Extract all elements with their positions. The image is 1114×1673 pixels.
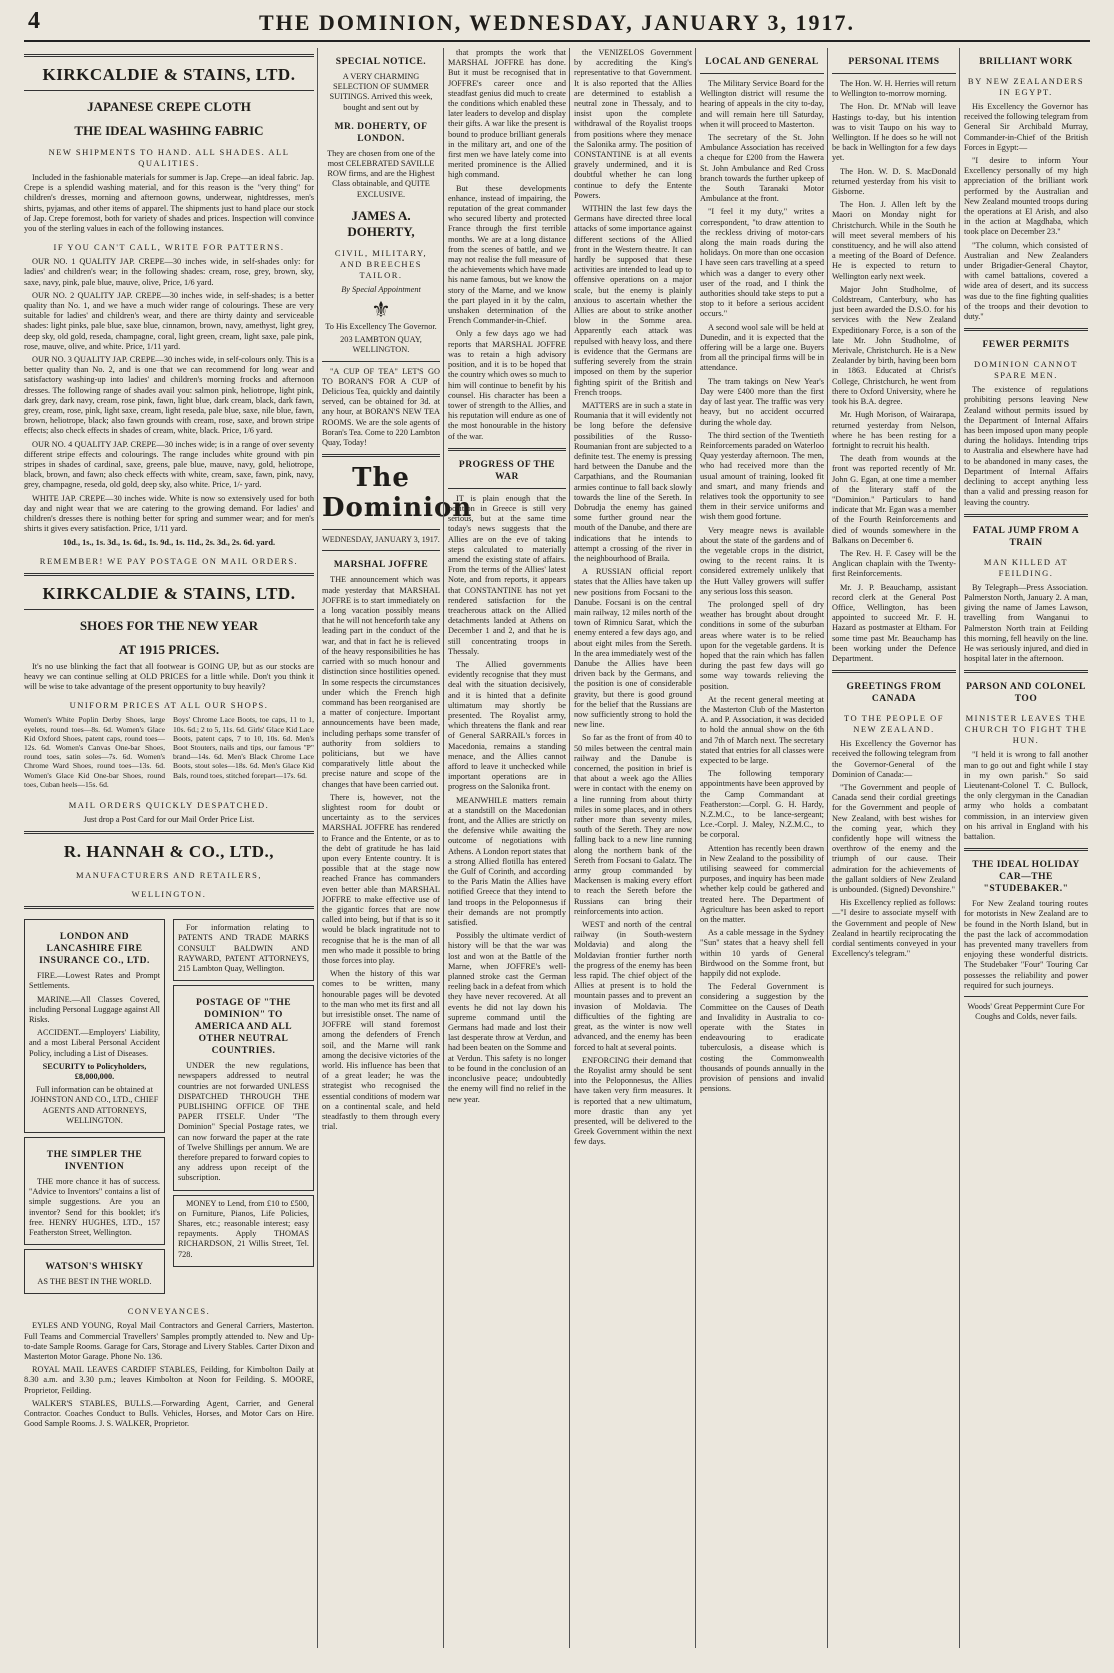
newspaper-nameplate: The Dominion — [322, 463, 473, 524]
news-item: A second wool sale will be held at Dunedin, and it is expected that the offering will be a large one. Buyers from all the principal firms will be in attendance. — [700, 322, 824, 373]
tailor-name: JAMES A. DOHERTY, — [347, 207, 415, 239]
kirkcaldie-title: KIRKCALDIE & STAINS, LTD. — [42, 583, 296, 603]
news-item: Major John Studholme, of Coldstream, Canterbury, who has just been awarded the D.S.O. for his services with the New Zealand Expeditionary Force, is a son of the late Mr. John Studholme, of Merivale, Christchurch. He is a New Zealander by birth, having been born in 1863. Educated at Christ's College, Christchurch, he went from there to Oxford University, where he took his B.A. degree. — [832, 284, 956, 407]
section-heading: SPECIAL NOTICE. — [335, 57, 427, 67]
article-text: THE announcement which was made yesterday that MARSHAL JOFFRE is to start immediately on a long vacation possibly means that he will not henceforth take any leading part in the conduct of the war, and that in fact he is relieved of the heavy responsibilities he has carried with so much honour and distinction since hostilities opened. In some respects the circumstances under which the French high command has been reorganised are a matter of conjecture. Important announcements have been made, including perhaps some transfer of authority from soldiers to politicians, but we have comparatively little about the precise nature and scope of the changes that have been carried out. — [322, 575, 440, 789]
article-text: But these developments enhance, instead of impairing, the reputation of the great commander who secured liberty and protected France through the first terrible months. We are at a long distance from the scenes of battle, and we may not realise the full measure of the achievements which have made his name famous, but we know the story of the Marne, and we know the part played in it by the calm, unshaken determination of the French Commander-in-Chief. — [448, 183, 566, 326]
tailor-subtitle: CIVIL, MILITARY, AND BREECHES TAILOR. — [334, 247, 428, 280]
newspaper-title: THE DOMINION, WEDNESDAY, JANUARY 3, 1917. — [258, 10, 856, 35]
article-heading: FATAL JUMP FROM A TRAIN — [972, 525, 1080, 548]
news-item: Attention has recently been drawn in New Zealand to the possibility of utilising seaweed for commercial purposes, and inquiry has been made whether kelp could be gathered and treated here. The Department of Agriculture has been asked to report on the matter. — [700, 843, 824, 925]
ad-text: OUR NO. 4 QUALITY JAP. CREPE—30 inches wide; is in a range of over seventy different stripe effects and colourings. The range includes white ground with pin stripes in shades of cardinal, saxe, greens, pale blue, mauve, navy, gold, heliotrope, black, brown, and fawn; also check effects with white, cream, saxe, fawn, pink, navy, grey, champagne, reseda, old gold, deep sky, also white. Price, 1/- yard. — [24, 439, 314, 490]
news-item: The Hon. J. Allen left by the Maori on Monday night for Christchurch. While in the South he will meet several members of his constituency, and he will also attend a meeting of the Board of Defence. He is expected to return to Wellington early next week. — [832, 200, 956, 281]
column-3-editorial — [448, 48, 566, 1648]
money-ad: MONEY to Lend, from £10 to £500, on Furniture, Pianos, Life Policies, Shares, etc.; reasonable interest; easy repayments. Apply THOMAS RICHARDSON, 21 Willis Street, Tel. 728. — [173, 1195, 314, 1267]
news-item: The following temporary appointments have been approved by the Camp Commandant at Featherston:—Corpl. G. H. Hardy, N.Z.M.C., to be lance-sergeant; Lce.-Corpl. J. Maley, N.Z.M.C., to be corporal. — [700, 769, 824, 840]
ad-subheading: NEW SHIPMENTS TO HAND. ALL SHADES. ALL QUALITIES. — [48, 147, 290, 168]
ad-text: OUR NO. 1 QUALITY JAP. CREPE—30 inches wide, in self-shades only: for ladies' and children's wear; in the following shades: cream, rose, grey, brown, sky, saxe, navy, pink, pale blue, mauve, olive, Price, 1/6 yard. — [24, 257, 314, 287]
hannah-subtitle: MANUFACTURERS AND RETAILERS, — [76, 870, 262, 881]
news-item: Mr. J. P. Beauchamp, assistant record clerk at the General Post Office, Wellington, has been appointed to succeed Mr. F. H. Hazard as postmaster at Eltham. For some time past Mr. Beauchamp has been working under the Defence Department. — [832, 582, 956, 663]
news-item: The Rev. H. F. Casey will be the Anglican chaplain with the Twenty-first Reinforcements. — [832, 548, 956, 579]
insurance-ad: LONDON AND LANCASHIRE FIRE INSURANCE CO., LTD. FIRE.—Lowest Rates and Prompt Settlements. MARINE.—All Classes Covered, including Personal Luggage against All Risks. ACCIDENT.—Employers' Liability, and a most Liberal Personal Accident Policy, including a List of Diseases. SECURITY to Policyholders, £8,000,000. Full information can be obtained at JOHNSTON AND CO., LTD., CHIEF AGENTS AND ATTORNEYS, WELLINGTON. — [24, 919, 165, 1133]
article-heading: GREETINGS FROM CANADA — [846, 682, 942, 705]
ad-subheading: MAIL ORDERS QUICKLY DESPATCHED. — [68, 799, 270, 810]
inventor-ad: THE SIMPLER THE INVENTION THE more chance it has of success. "Advice to Inventors" contains a list of simple suggestions. Are you an inventor? Send for this booklet; it's free. HENRY HUGHES, LTD., 157 Featherston Street, Wellington. — [24, 1137, 165, 1245]
appointment-text: To His Excellency The Governor. — [325, 322, 437, 332]
article-heading: PARSON AND COLONEL TOO — [966, 682, 1086, 705]
news-item: As a cable message in the Sydney "Sun" states that a heavy shell fell within 10 yards of General Birdwood on the Somme front, but happily did not explode. — [700, 928, 824, 979]
section-heading: LOCAL AND GENERAL — [705, 57, 819, 67]
column-5-local-news — [700, 48, 824, 1648]
small-ads-grid — [24, 915, 314, 1298]
postage-notice: POSTAGE OF "THE DOMINION" TO AMERICA AND ALL OTHER NEUTRAL COUNTRIES. UNDER the new regulations, newspapers addressed to neutral countries are not forwarded UNLESS DISPATCHED THROUGH THE PUBLISHING OFFICE OF THE PAPER ITSELF. Under "The Dominion" Special Postage rates, we can now forward the paper at the rate of Twelve Shillings per annum. We are therefore prepared to forward copies to any address upon receipt of the subscription. — [173, 985, 314, 1190]
article-text: So far as the front of from 40 to 50 miles between the central main railway and the Danube is concerned, the position in brief is that about a week ago the Allies were in contact with the enemy on a line running from about thirty miles in some places, and in others rather more than seventy miles, south of the Sereth. They are now falling back to a new line running along the northern bank of the Sereth from Focsani to Galatz. The army group commanded by Mackensen is making every effort to reach the Sereth before the Russians can bring their reinforcements into action. — [574, 733, 692, 916]
article-heading: FEWER PERMITS — [982, 340, 1070, 351]
kirkcaldie-title: KIRKCALDIE & STAINS, LTD. — [42, 65, 296, 84]
ad-text: OUR NO. 3 QUALITY JAP. CREPE—30 inches wide, in self-colours only. This is a better quality than No. 2, and is one that we can recommend for long wear and satisfactory washing-up into ladies' and children's morning frocks and afternoon dresses. The following range of shades avail you: salmon pink, heliotrope, light pink, dark grey, dark navy, cream, rose pink, fawn, light blue, dark cream, black, dark fawn, grey, cream, rose, pink, light saxe, cream, light reseda, pale blue, saxe, nile blue, fawn, brown, heliotrope, black; also fawn grounds with cream, rose, saxe, and brown stripe effects; also check effects in shades of cream, white, black. Price, 1/6 yard. — [24, 355, 314, 436]
news-item: The Military Service Board for the Wellington district will resume the hearing of appeals in the city to-day, and will remain here till Saturday, when it will proceed to Masterton. — [700, 79, 824, 129]
article-text: Possibly the ultimate verdict of history will be that the war was lost and won at the Battle of the Marne, when JOFFRE's well-planned stroke cast the German reeling back in a defeat from which they have never recovered. At all events he did not lay down his supreme command until the Germans had made and lost their last desperate throw at Verdun, and had been beaten on the Somme and at Verdun. This safety is no longer to be found in the conclusion of an inconclusive peace; undoubtedly the enemy will find no relief in the new year. — [448, 931, 566, 1104]
ad-text: WHITE JAP. CREPE—30 inches wide. White is now so extensively used for both day and night wear that we are catering to the growing demand. For ladies' and children's dresses there is nothing better for spring and summer wear; and for men's shirts it gives every satisfaction. Price, 1/11 yard. — [24, 493, 314, 534]
conveyances-heading: CONVEYANCES. — [127, 1306, 211, 1317]
article-text: His Excellency the Governor has received the following telegram from the Governor-General of the Dominion of Canada:— — [832, 739, 956, 779]
ad-subheading: UNIFORM PRICES AT ALL OUR SHOPS. — [69, 700, 269, 711]
patents-ad: For information relating to PATENTS AND TRADE MARKS CONSULT BALDWIN AND RAYWARD, PATENT ATTORNEYS, 215 Lambton Quay, Wellington. — [173, 919, 314, 981]
article-text: A RUSSIAN official report states that the Allies have taken up new positions from Focsani to the Danube. Focsani is on the central main railway, 12 miles north of the town of Rimnicu Sarat, which the enemy entered a few days ago, and about eight miles from the Sereth. In the area immediately west of the Danube the Allies have been driven back by the Germans, and the position is one of considerable gravity, but there is good ground for the belief that the Russians are now sufficiently strong to hold the new line. — [574, 567, 692, 730]
ad-headline: THE IDEAL WASHING FABRIC — [74, 123, 264, 138]
news-item: The prolonged spell of dry weather has brought about drought conditions in some of the suburban areas where water is to be relied upon for the vegetable gardens. It is hoped that the rain which has fallen during the past few days will go some way towards relieving the position. — [700, 599, 824, 691]
conveyance-ad: WALKER'S STABLES, BULLS.—Forwarding Agent, Carrier, and General Contractor. Coaches Conduct to Bulls. Vehicles, Horses, and Motor Cars on Hire. Good Sample Rooms. J. S. WALKER, Proprietor. — [24, 1398, 314, 1429]
news-item: "I feel it my duty," writes a correspondent, "to draw attention to the reckless driving of motor-cars along the main roads during the holidays. On more than one occasion I have seen cars travelling at a speed which was a danger to every other user of the road, and I think the authorities should take steps to put a stop to it before a serious accident occurs." — [700, 207, 824, 319]
article-subheading: TO THE PEOPLE OF NEW ZEALAND. — [844, 713, 944, 735]
tea-room-ad: "A CUP OF TEA" LET'S GO TO BORAN'S FOR A CUP of Delicious Tea, quickly and daintily served, can be obtained for 3d. at any hour, at BORAN'S NEW TEA ROOMS. We are the sole agents of Boran's Tea. Come to 220 Lambton Quay, Today! — [322, 366, 440, 448]
column-1-advertisements — [24, 48, 314, 1648]
ad-headline: SHOES FOR THE NEW YEAR — [79, 617, 259, 633]
ad-prices: 10d., 1s., 1s. 3d., 1s. 6d., 1s. 9d., 1s. 11d., 2s. 3d., 2s. 6d. yard. — [62, 537, 276, 547]
remedy-ad: Woods' Great Peppermint Cure For Coughs and Colds, never fails. — [967, 1001, 1085, 1022]
article-text: WITHIN the last few days the Germans have directed three local attacks of some importance against different sections of the Allied front in the Western theatre. It can hardly be supposed that these activities are intended to lead up to offensive operations on a major scale, but the enemy is plainly anxious to ascertain whether the Allies are about to strike another blow in the Somme area. Apparently each attack was repulsed with heavy loss, and there is evidence that the Germans are suffering severely from the strain imposed on them by the superior fighting spirit of the British and French troops. — [574, 204, 692, 397]
masthead — [0, 0, 1114, 44]
article-heading: PROGRESS OF THE WAR — [458, 459, 556, 482]
article-text: The Allied governments evidently recognise that they must deal with the situation decisively, and it is hinted that a definite ultimatum may shortly be presented. The Royalist army, which threatens the flank and rear of General SARRAIL's forces in Macedonia, remains a standing menace, and the Allies cannot afford to leave it unchecked while important operations are in progress on the Salonika front. — [448, 659, 566, 792]
article-text: "I desire to inform Your Excellency personally of my high appreciation of the brilliant work performed by the Australian and New Zealand mounted troops during the operations at El Arish, and also in the action at Magdhaba, which took place on December 23." — [964, 156, 1088, 237]
notice-heading: MR. DOHERTY, OF LONDON. — [334, 121, 428, 144]
article-text: MATTERS are in such a state in Roumania that it will evidently not be long before the defensive possibilities of the Russo-Roumanian front are subjected to a definite test. The enemy is pressing hard between the Danube and the Carpathians, and the Roumanian armies continue to fall back slowly towards the line of the Sereth. In Dobrudja the enemy has gained some further ground near the mouth of the Danube, and there are indications that he intends to attempt a crossing of the river in the neighbourhood of Braila. — [574, 400, 692, 563]
section-heading: PERSONAL ITEMS — [848, 57, 940, 67]
article-text: His Excellency the Governor has received the following telegram from General Sir Archibald Murray, Commander-in-Chief of the British Forces in Egypt:— — [964, 102, 1088, 152]
article-heading: THE IDEAL HOLIDAY CAR—THE "STUDEBAKER." — [972, 860, 1080, 895]
news-item: The Hon. W. H. Herries will return to Wellington to-morrow morning. — [832, 79, 956, 99]
news-item: Mr. Hugh Morison, of Wairarapa, returned yesterday from Nelson, where he has been resting for a fortnight to recruit his health. — [832, 410, 956, 450]
article-text: IT is plain enough that the position in Greece is still very serious, but at the same time today's news suggests that the Allies are on the eve of taking steps calculated to materially amend the existing state of affairs. From the terms of the Allies' latest Note, and from reports, it appears that CONSTANTINE has not yet rendered satisfaction for the treacherous attack on the Allied detachments landed at Athens on December 1 and 2, and that he is still concentrating troops in Thessaly. — [448, 493, 566, 656]
masthead-rule — [24, 40, 1090, 42]
article-subheading: MAN KILLED AT FEILDING. — [983, 556, 1069, 578]
news-item: The death from wounds at the front was reported recently of Mr. John G. Egan, at one time a member of the literary staff of the "Dominion." Particulars to hand indicate that Mr. Egan was a member of the Fourth Reinforcements and died of wounds somewhere in the Balkans on December 6. — [832, 454, 956, 545]
hannah-title: R. HANNAH & CO., LTD., — [63, 842, 275, 862]
column-4-war-progress — [574, 48, 692, 1648]
article-text: "The Government and people of Canada send their cordial greetings for the Government and people of New Zealand, with best wishes for the coming year, which they confidently hope will witness the overthrow of the enemy and the triumph of our cause. Their admiration for the achievements of the gallant soldiers of New Zealand is unbounded. (Signed) Devonshire." — [832, 782, 956, 895]
news-item: At the recent general meeting at the Masterton Club of the Masterton A. and P. Association, it was decided to hold the annual show on the 6th and 7th of March next. The secretary stated that entries for all classes were expected to be large. — [700, 694, 824, 765]
notice-text: A VERY CHARMING SELECTION OF SUMMER SUITINGS. Arrived this week, bought and sent out by — [329, 72, 433, 112]
notice-text: They are chosen from one of the most CELEBRATED SAVILLE ROW firms, and are the Highest Class obtainable, and QUITE EXCLUSIVE. — [327, 148, 435, 199]
page-number: 4 — [28, 8, 40, 34]
price-list-left: Women's White Poplin Derby Shoes, large eyelets, round toes—8s. 6d. Women's Glace Kid Oxford Shoes, patent caps, round toes—12s. 6d. Women's Canvas One-bar Shoes, round toes, satin soles—7s. 6d. Women's Chrome Ward Shoes, round toes—13s. 6d. Women's Glace Kid One-bar Shoes, round toes, Cuban heels—15s. 6d. — [24, 715, 165, 789]
ad-text: Just drop a Post Card for our Mail Order Price List. — [83, 814, 255, 824]
ad-headline: JAPANESE CREPE CLOTH — [87, 99, 251, 114]
whisky-ad: WATSON'S WHISKY AS THE BEST IN THE WORLD. — [24, 1249, 165, 1294]
hannah-town: WELLINGTON. — [131, 889, 207, 900]
article-text: "The column, which consisted of Australian and New Zealanders under Brigadier-General Chaytor, with camel battalions, covered a wide area of desert, and its success was due to the fine fighting qualities of the troops and their devotion to duty." — [964, 240, 1088, 322]
article-text: the VENIZELOS Government by accrediting the King's representative to that Government. It is also reported that the Allies are determined to establish a neutral zone in Thessaly, and to insist upon the complete withdrawal of the Royalist troops from positions where they menace the Salonika army. The position of CONSTANTINE is at all events gravely undermined, and it is doubtful whether he can long continue to defy the Entente Powers. — [574, 48, 692, 200]
conveyance-ad: ROYAL MAIL LEAVES CARDIFF STABLES, Feilding, for Kimbolton Daily at 8.30 a.m. and 3.30 p.m.; leaves Kimbolton at Noon for Feilding. S. MOORE, Proprietor, Feilding. — [24, 1365, 314, 1395]
article-heading: MARSHAL JOFFRE — [333, 560, 429, 571]
article-text: that prompts the work that MARSHAL JOFFRE has done. But it must be recognised that in JOFFRE's career once and steadfast genius did much to create the conditions which enabled these later leaders to develop and display their gifts. A war like the present is bound to produce brilliant generals in the military art, and one of the first men we have lately come into merited prominence is the Allied high command. — [448, 48, 566, 180]
article-subheading: BY NEW ZEALANDERS IN EGYPT. — [967, 76, 1085, 97]
column-2-editorial — [322, 48, 473, 1648]
article-text: For New Zealand touring routes for motorists in New Zealand are to be found in the North Island, but in the past the lack of accommodation has prevented many travellers from enjoying these wonderful districts. The Studebaker "Four" Touring Car possesses the reliability and power required for such journeys. — [964, 899, 1088, 990]
article-text: His Excellency replied as follows:—"I desire to associate myself with the Government and people of New Zealand in heartily reciprocating the cordial sentiments conveyed in your Excellency's telegram." — [832, 898, 956, 959]
article-text: When the history of this war comes to be written, many honourable pages will be devoted to the man who met its first and all but irresistible onset. The name of JOFFRE will stand foremost among the defenders of French soil, and the Marne will rank among the decisive victories of the world. His influence has been that of a great leader; he was the strategist who recognised the essential conditions of modern war on a continental scale, and held steadfastly to them through every trial. — [322, 969, 440, 1132]
article-heading: BRILLIANT WORK — [979, 57, 1073, 67]
news-item: The secretary of the St. John Ambulance Association has received a cheque for £200 from the Hawera St. John Ambulance and Red Cross branch towards the further upkeep of the South Taranaki Motor Ambulance at the front. — [700, 133, 824, 204]
article-text: Only a few days ago we had reports that MARSHAL JOFFRE was to retain a high advisory position, and it is to be hoped that the country which owes so much to him will continue to benefit by his counsel. His character has been a tower of strength to the Allies, and his reputation will endure as one of the most honourable in the history of the war. — [448, 329, 566, 441]
price-list-right: Boys' Chrome Lace Boots, toe caps, 11 to 1, 10s. 6d.; 2 to 5, 11s. 6d. Girls' Glace Kid Lace Boots, patent caps, 7 to 10, 10s. 6d. Men's Boot Stouters, nails and tips, our famous "P" brand—14s. 6d. Men's Black Chrome Lace Boots, stout soles—18s. 6d. Men's Glace Kid Bals, round toes, stitched forepart—17s. 6d. — [173, 715, 314, 780]
news-item: The third section of the Twentieth Reinforcements paraded on Waterloo Quay yesterday afternoon. The men, who had received more than the usual amount of training, looked fit and smart, and many friends and relatives took the opportunity to see them in their service uniforms and wish them good fortune. — [700, 430, 824, 522]
column-7-news — [964, 48, 1088, 1648]
ad-subheading: REMEMBER! WE PAY POSTAGE ON MAIL ORDERS. — [39, 555, 299, 566]
ad-text: It's no use blinking the fact that all footwear is GOING UP, but as our stocks are heavy we can continue selling at OLD PRICES for a little while. Don't you think it will be wise to take advantage of the present opportunity to buy heavily? — [24, 661, 314, 692]
crest-icon: ⚜ — [371, 297, 391, 323]
appointment-text: By Special Appointment — [341, 284, 421, 294]
dateline: WEDNESDAY, JANUARY 3, 1917. — [322, 535, 440, 545]
ad-headline: AT 1915 PRICES. — [118, 641, 220, 657]
article-subheading: DOMINION CANNOT SPARE MEN. — [974, 359, 1078, 381]
ad-subheading: IF YOU CAN'T CALL, WRITE FOR PATTERNS. — [53, 242, 285, 253]
article-text: ENFORCING their demand that the Royalist army should be sent into the Peloponnesus, the Allies have taken very firm measures. It is reported that a new ultimatum, more drastic than any yet presented, will be delivered to the Greek Government within the next few days. — [574, 1055, 692, 1147]
news-item: The Federal Government is considering a suggestion by the Committee on the Causes of Death and Invalidity in Australia to co-operate with the States in endeavouring to eradicate tuberculosis, a disease which is costing the Commonwealth thousands of pounds annually in the provision of pensions and invalid pensions. — [700, 982, 824, 1094]
ad-text: OUR NO. 2 QUALITY JAP. CREPE—30 inches wide, in self-shades; is a better quality than No. 1, and we have a much wider range of colourings. These are very suitable for ladies' and children's wear, and there are thirty dainty and serviceable shades: light pinks, pale blue, saxe blue, cinnamon, brown, navy, amethyst, light grey, deep sky, old gold, reseda, champagne, coral, light green, cream, light saxe, pale pink, rose, mauve, olive, and white. Price, 1/11 yard. — [24, 290, 314, 351]
shoe-price-list — [24, 715, 314, 792]
article-text: The existence of regulations prohibiting persons leaving New Zealand without permits issued by the Department of Internal Affairs has been imposed upon many people during the holidays. Intending trips to Australia and elsewhere have had to be abandoned in many cases, the Department of Internal Affairs declining to accept anything less than a valid and pressing reason for leaving the country. — [964, 385, 1088, 507]
news-item: The Hon. W. D. S. MacDonald returned yesterday from his visit to Gisborne. — [832, 166, 956, 197]
tailor-address: 203 LAMBTON QUAY, WELLINGTON. — [340, 335, 422, 355]
column-6-personal-items — [832, 48, 956, 1648]
ad-text: Included in the fashionable materials for summer is Jap. Crepe—an ideal fabric. Jap. Crepe is a splendid washing material, and for this reason is the "very thing" for children's dresses, morning and afternoon gowns, underwear, nightdresses, men's shirts, pyjamas, and other items of apparel. The shipments just to hand place our stock of Jap. Crepe foremost, both for variety of shades and prices. Inspection will convince you of the sterling values in each of the following instances. — [24, 173, 314, 234]
news-item: Very meagre news is available about the state of the gardens and of the vegetable crops in the district, owing to the recent rains. It is considered extremely unlikely that the Hutt Valley growers will suffer any serious loss this season. — [700, 525, 824, 596]
article-text: WEST and north of the central railway (in South-western Moldavia) and along the Moldavian frontier further north the progress of the enemy has been less rapid. The chief object of the Allies at present is to hold the mountain passes and to prevent an invasion of Moldavia. The difficulties of the fighting are great, as the winter is now well advanced, and the enemy has been forced to halt at several points. — [574, 920, 692, 1052]
news-item: The tram takings on New Year's Day were £400 more than the first day of last year. The traffic was very heavy, but no accident occurred during the whole day. — [700, 376, 824, 427]
conveyance-ad: EYLES AND YOUNG, Royal Mail Contractors and General Carriers, Masterton. Full Teams and Commercial Travellers' Samples promptly attended to. New and Up-to-date Sample Rooms. Garage for Cars, Storage and Livery Stables. Carter Dixon and Masterton Motor Garage. Phone No. 136. — [24, 1321, 314, 1362]
article-text: MEANWHILE matters remain at a standstill on the Macedonian front, and the Allies are strictly on the defensive while awaiting the outcome of negotiations with Athens. A London report states that a strong Allied flotilla has entered the Gulf of Corinth, and according to the Paris Matin the Allies have notified Greece that they intend to land troops in the Peloponnesus if their demands are not promptly satisfied. — [448, 795, 566, 928]
article-text: There is, however, not the slightest room for doubt or uncertainty as to the services MARSHAL JOFFRE has rendered to France and the Entente, or as to the debt of gratitude he has laid upon every Entente country. It is possible that at the stage now reached France has commanders even better able than MARSHAL JOFFRE to make effective use of the gigantic forces that are now called into being, but if that is so it would be black ingratitude not to recognise that he is the man of all men who made it possible to bring those forces into play. — [322, 792, 440, 965]
article-subheading: MINISTER LEAVES THE CHURCH TO FIGHT THE HUN. — [964, 713, 1088, 746]
article-text: By Telegraph—Press Association. Palmerston North, January 2. A man, giving the name of James Lawson, travelling from Wanganui to Palmerston North train at Feilding this morning, fell heavily on the line. He was seriously injured, and died in hospital later in the afternoon. — [964, 582, 1088, 664]
news-item: The Hon. Dr. M'Nab will leave Hastings to-day, but his intention was to visit Taupo on his way to Wellington. If he does so he will not be back in Wellington for a few days yet. — [832, 102, 956, 163]
article-text: "I held it is wrong to fall another man to go out and fight while I stay in my own parish." So said Lieutenant-Colonel T. C. Bullock, the only clergyman in the Canadian army who holds a combatant commission, in an interview given on his arrival in England with his battalion. — [964, 750, 1088, 841]
